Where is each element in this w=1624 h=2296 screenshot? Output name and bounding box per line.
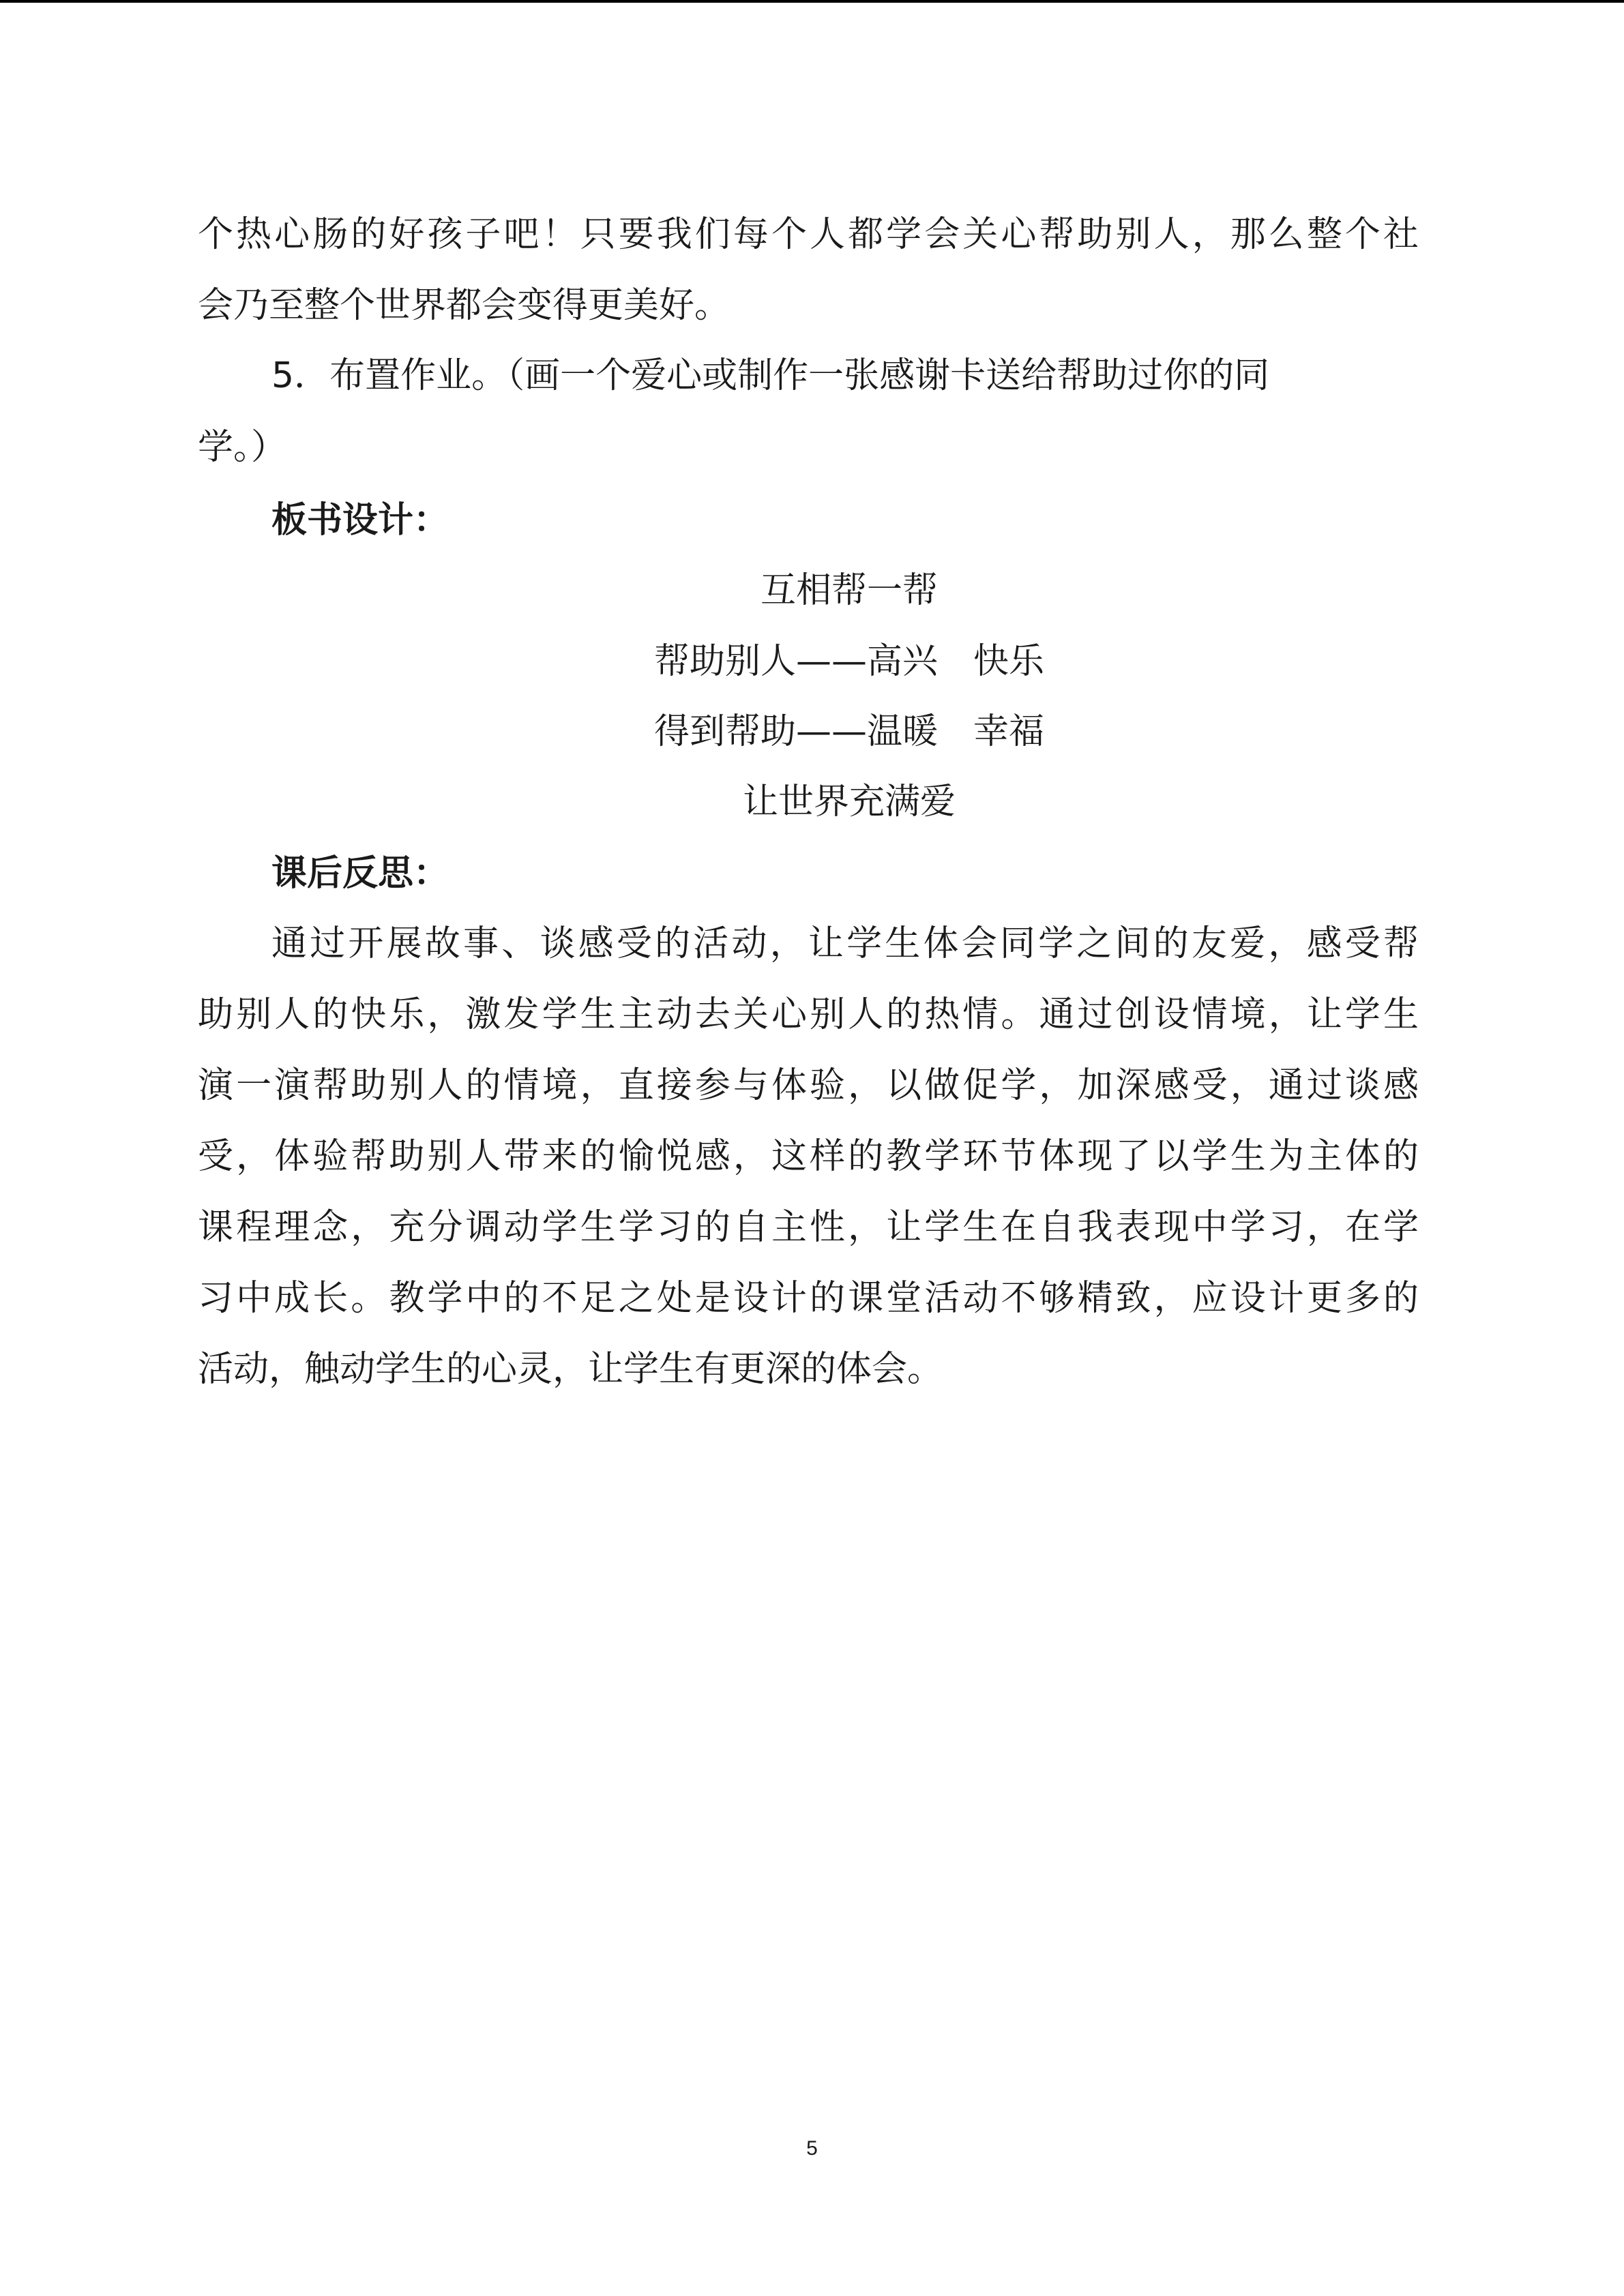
reflection-line: 习中成长。教学中的不足之处是设计的课堂活动不够精致，应设计更多的 bbox=[198, 1278, 1419, 1319]
board-design-line: 互相帮一帮 bbox=[760, 570, 938, 611]
reflection-line: 受，体验帮助别人带来的愉悦感，这样的教学环节体现了以学生为主体的 bbox=[198, 1136, 1419, 1177]
paragraph-line: 会乃至整个世界都会变得更美好。 bbox=[198, 285, 730, 326]
reflection-line: 活动，触动学生的心灵，让学生有更深的体会。 bbox=[198, 1349, 943, 1390]
reflection-line: 通过开展故事、谈感受的活动，让学生体会同学之间的友爱，感受帮 bbox=[271, 923, 1419, 964]
homework-line: 5．布置作业。（画一个爱心或制作一张感谢卡送给帮助过你的同 bbox=[271, 355, 1270, 396]
reflection-line: 助别人的快乐，激发学生主动去关心别人的热情。通过创设情境，让学生 bbox=[198, 994, 1419, 1035]
reflection-heading: 课后反思： bbox=[271, 853, 449, 894]
board-design-line: 帮助别人——高兴 快乐 bbox=[653, 641, 1044, 682]
board-design-line: 得到帮助——温暖 幸福 bbox=[653, 711, 1044, 752]
homework-line: 学。） bbox=[198, 427, 287, 468]
board-design-heading: 板书设计： bbox=[271, 500, 449, 541]
page-number: 5 bbox=[806, 2137, 818, 2160]
board-design-line: 让世界充满爱 bbox=[742, 781, 956, 822]
reflection-line: 演一演帮助别人的情境，直接参与体验，以做促学，加深感受，通过谈感 bbox=[198, 1065, 1419, 1106]
top-border-line bbox=[0, 0, 1624, 3]
reflection-line: 课程理念，充分调动学生学习的自主性，让学生在自我表现中学习，在学 bbox=[198, 1207, 1419, 1248]
paragraph-line: 个热心肠的好孩子吧！只要我们每个人都学会关心帮助别人，那么整个社 bbox=[198, 214, 1419, 255]
